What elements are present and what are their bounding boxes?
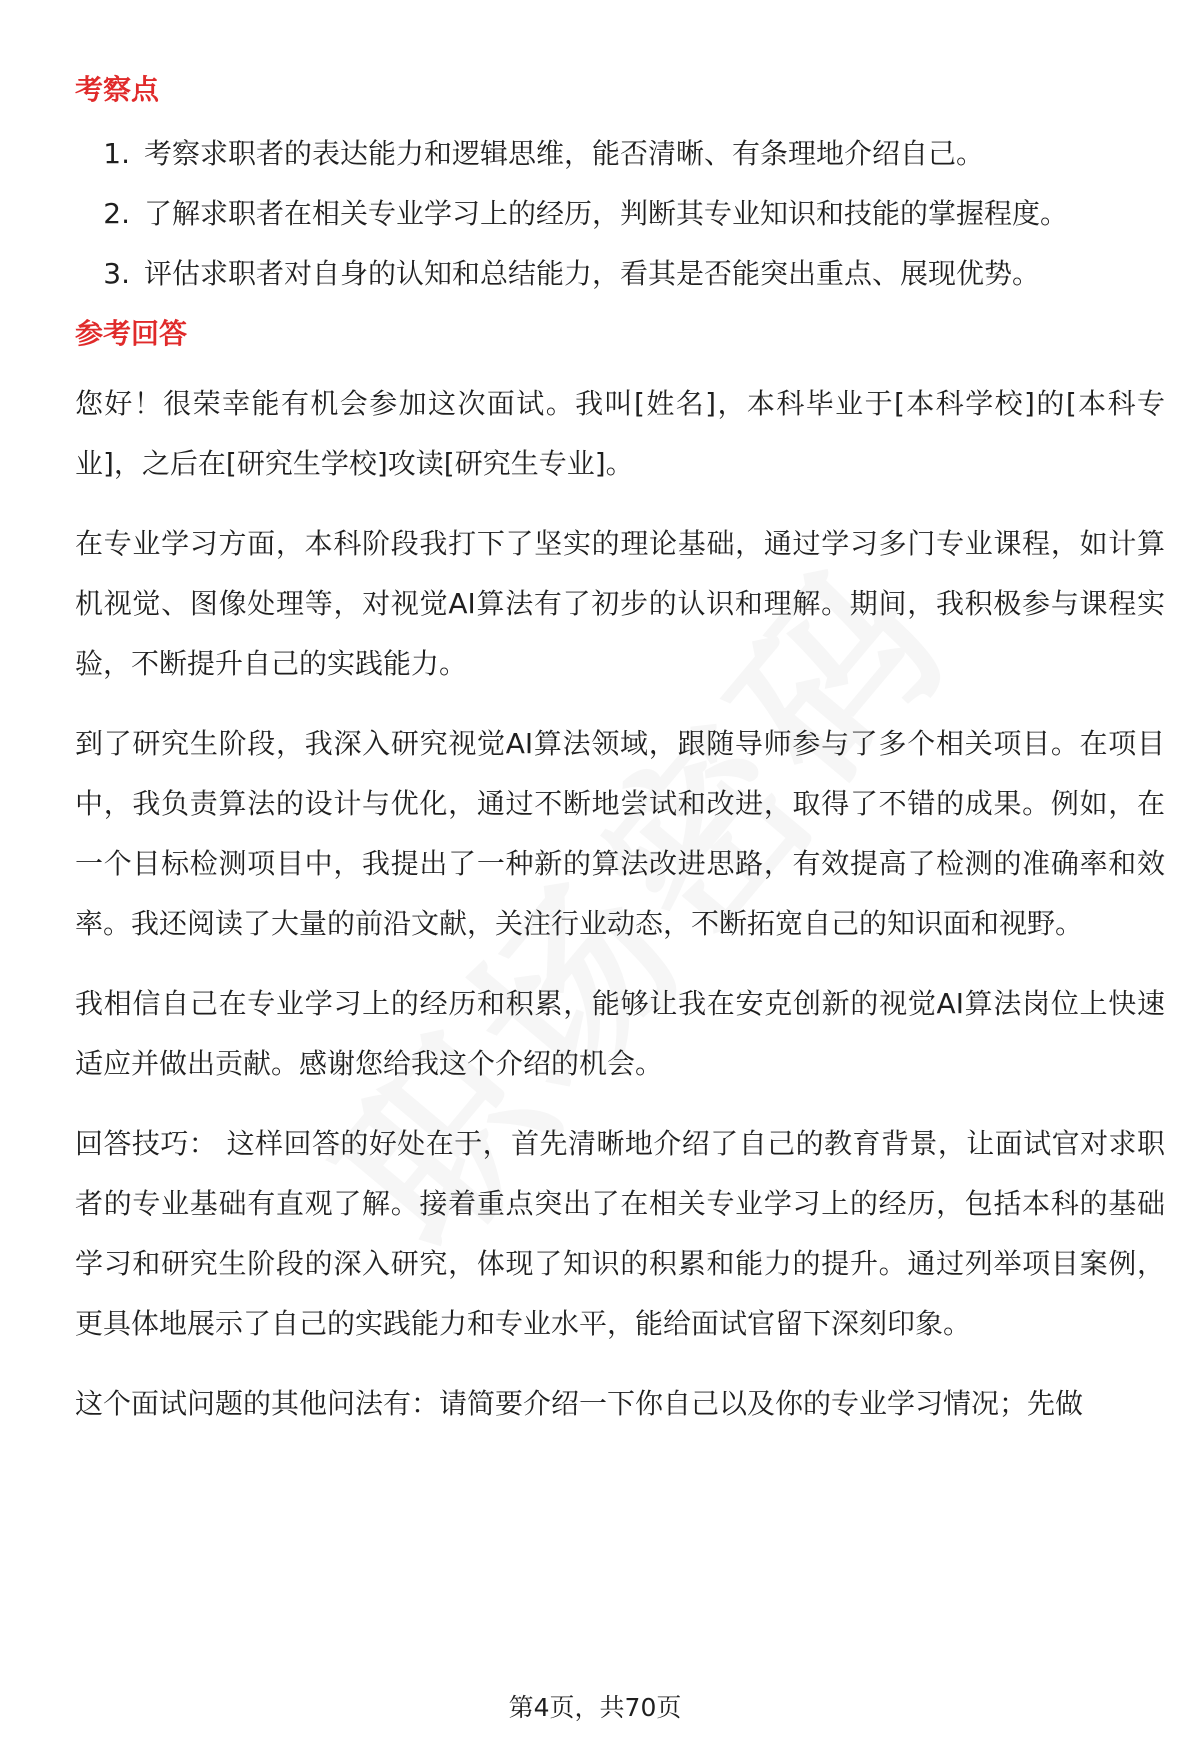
page-content <box>75 70 1165 1434</box>
list-item <box>75 194 1165 234</box>
points-list <box>75 134 1165 294</box>
list-text: 了解求职者在相关专业学习上的经历，判断其专业知识和技能的掌握程度。 <box>144 197 1069 230</box>
list-number: 1. <box>103 137 130 170</box>
section-heading-kaochadian: 考察点 <box>75 73 160 106</box>
paragraph-undergrad: 在专业学习方面，本科阶段我打下了坚实的理论基础，通过学习多门专业课程，如计算机视觉、图像处理等，对视觉AI算法有了初步的认识和理解。期间，我积极参与课程实验，不断提升自己的实践能力。 <box>75 527 1165 680</box>
paragraph-graduate: 到了研究生阶段，我深入研究视觉AI算法领域，跟随导师参与了多个相关项目。在项目中，我负责算法的设计与优化，通过不断地尝试和改进，取得了不错的成果。例如，在一个目标检测项目中，我提出了一种新的算法改进思路，有效提高了检测的准确率和效率。我还阅读了大量的前沿文献，关注行业动态，不断拓宽自己的知识面和视野。 <box>75 727 1165 940</box>
list-number: 3. <box>103 257 130 290</box>
paragraph-conclusion: 我相信自己在专业学习上的经历和积累，能够让我在安克创新的视觉AI算法岗位上快速适应并做出贡献。感谢您给我这个介绍的机会。 <box>75 987 1165 1080</box>
list-number: 2. <box>103 197 130 230</box>
list-text: 考察求职者的表达能力和逻辑思维，能否清晰、有条理地介绍自己。 <box>144 137 985 170</box>
list-text: 评估求职者对自身的认知和总结能力，看其是否能突出重点、展现优势。 <box>144 257 1041 290</box>
paragraph-intro: 您好！很荣幸能有机会参加这次面试。我叫[姓名]，本科毕业于[本科学校]的[本科专业]，之后在[研究生学校]攻读[研究生专业]。 <box>75 387 1165 480</box>
list-item <box>75 254 1165 294</box>
page-footer: 第4页，共70页 <box>508 1693 682 1722</box>
paragraph-other-questions: 这个面试问题的其他问法有：请简要介绍一下你自己以及你的专业学习情况；先做 <box>75 1387 1084 1420</box>
list-item <box>75 134 1165 174</box>
section-heading-answer: 参考回答 <box>75 317 188 350</box>
paragraph-tips: 回答技巧： 这样回答的好处在于，首先清晰地介绍了自己的教育背景，让面试官对求职者的专业基础有直观了解。接着重点突出了在相关专业学习上的经历，包括本科的基础学习和研究生阶段的深入研究，体现了知识的积累和能力的提升。通过列举项目案例，更具体地展示了自己的实践能力和专业水平，能给面试官留下深刻印象。 <box>75 1127 1165 1340</box>
